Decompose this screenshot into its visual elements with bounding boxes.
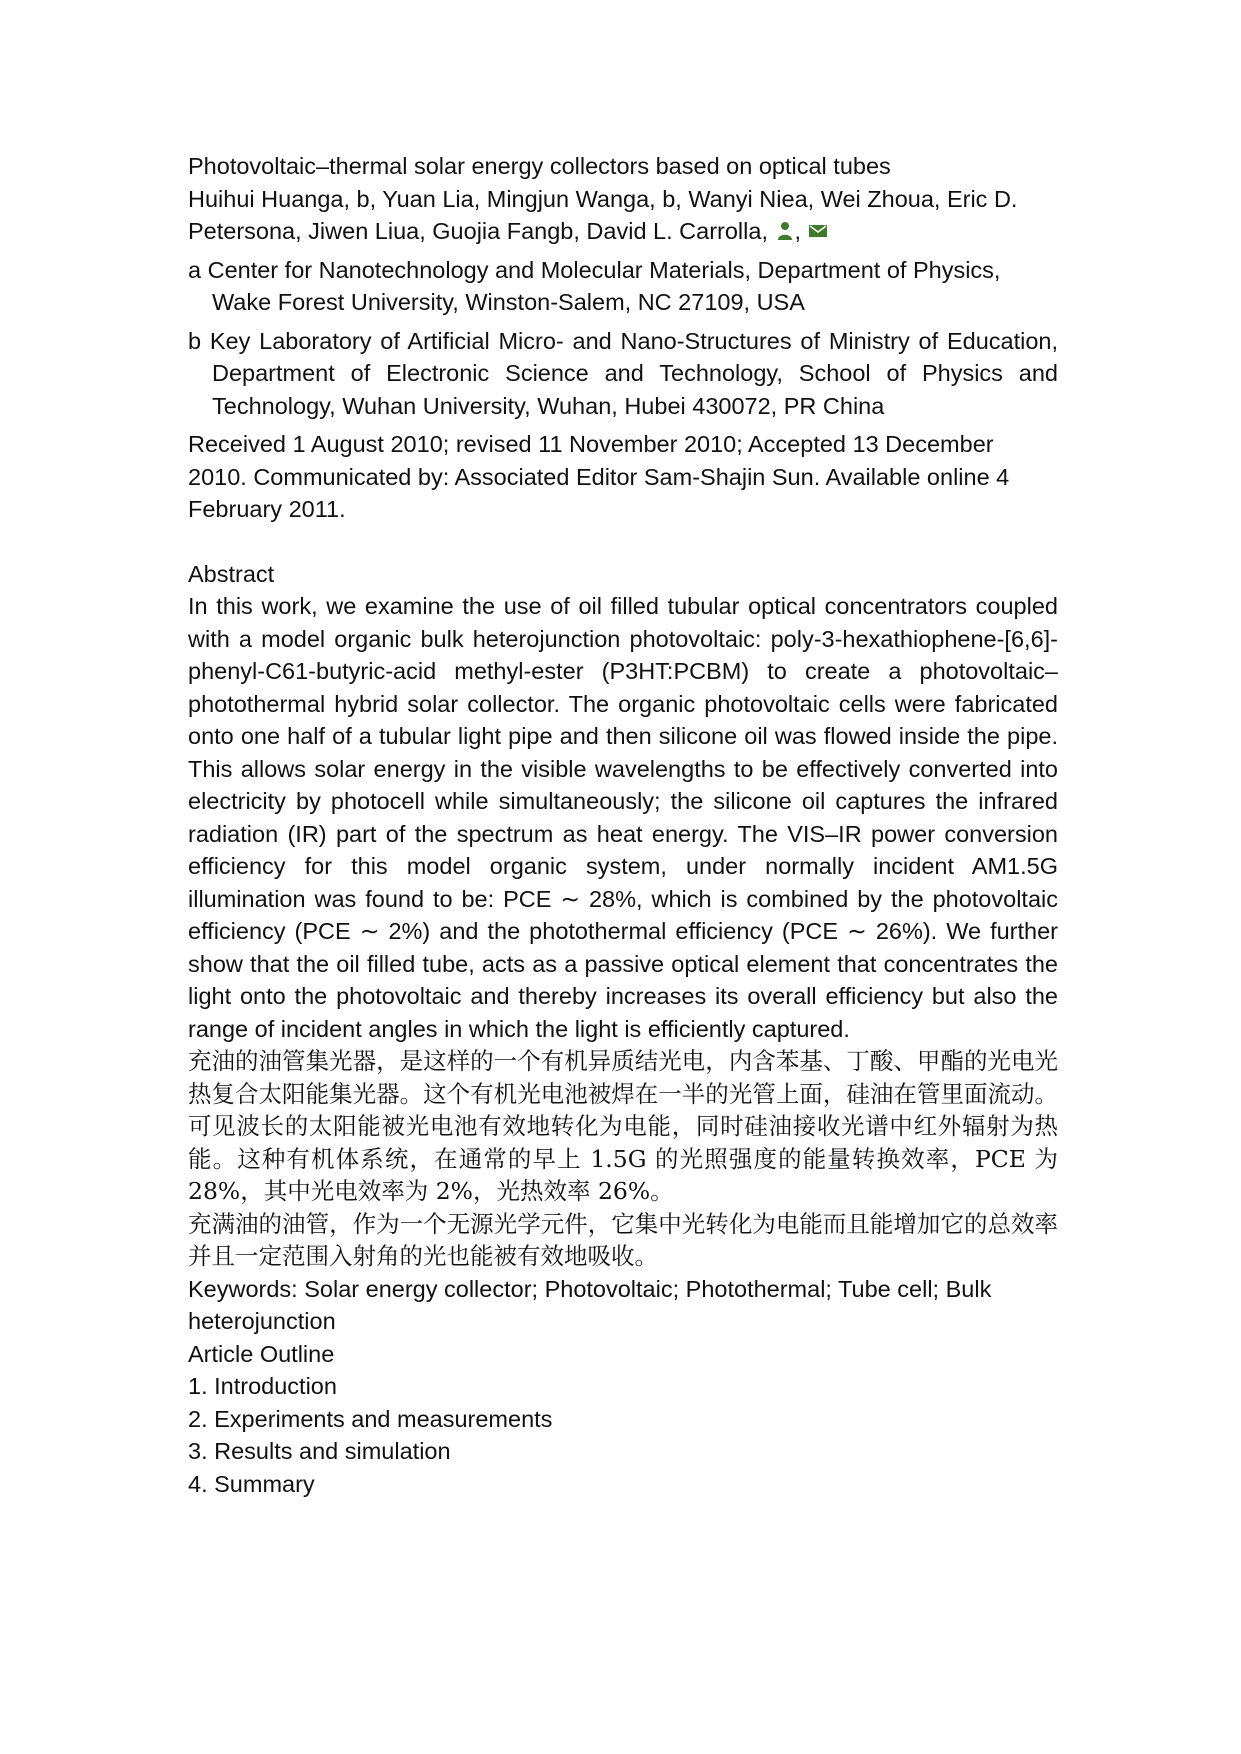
received-dates: Received 1 August 2010; revised 11 November 2010; Accepted 13 December 2010. Communicated by: Associated Editor Sam-Shajin Sun. Available online 4 February 2011. — [188, 431, 1010, 522]
abstract-heading: Abstract — [188, 560, 275, 587]
article-outline — [188, 1370, 1058, 1500]
outline-item-introduction[interactable]: 1. Introduction — [188, 1373, 337, 1399]
outline-heading: Article Outline — [188, 1340, 335, 1367]
document-page — [188, 150, 1058, 1500]
author-names: Huihui Huanga, b, Yuan Lia, Mingjun Wanga, b, Wanyi Niea, Wei Zhoua, Eric D. Petersona, Jiwen Liua, Guojia Fangb, David L. Carrolla, — [188, 185, 1018, 244]
outline-item-experiments[interactable]: 2. Experiments and measurements — [188, 1405, 553, 1432]
abstract-english: In this work, we examine the use of oil filled tubular optical concentrators coupled with a model organic bulk heterojunction photovoltaic: poly-3-hexathiophene-[6,6]-phenyl-C61-butyric-acid methyl-ester (P3HT:PCBM) to create a photovoltaic–photothermal hybrid solar collector. The organic photovoltaic cells were fabricated onto one half of a tubular light pipe and then silicone oil was flowed inside the pipe. This allows solar energy in the visible wavelengths to be effectively converted into electricity by photocell while simultaneously; the silicone oil captures the infrared radiation (IR) part of the spectrum as heat energy. The VIS–IR power conversion efficiency for this model organic system, under normally incident AM1.5G illumination was found to be: PCE ∼ 28%, which is combined by the photovoltaic efficiency (PCE ∼ 2%) and the photothermal efficiency (PCE ∼ 26%). We further show that the oil filled tube, acts as a passive optical element that concentrates the light onto the photovoltaic and thereby increases its overall efficiency but also the range of incident angles in which the light is efficiently captured. — [188, 593, 1058, 1042]
person-icon[interactable] — [775, 217, 795, 237]
author-list — [188, 183, 1058, 248]
article-title: Photovoltaic–thermal solar energy collectors based on optical tubes — [188, 153, 891, 179]
author-separator: , — [794, 218, 802, 244]
abstract-chinese-1: 充油的油管集光器，是这样的一个有机异质结光电，内含苯基、丁酸、甲酯的光电光热复合太阳能集光器。这个有机光电池被焊在一半的光管上面，硅油在管里面流动。可见波长的太阳能被光电池有效地转化为电能，同时硅油接收光谱中红外辐射为热能。这种有机体系统，在通常的早上 1.5G 的光照强度的能量转换效率，PCE 为 28%，其中光电效率为 2%，光热效率 26%。 — [188, 1047, 1058, 1205]
abstract-chinese-2: 充满油的油管，作为一个无源光学元件，它集中光转化为电能而且能增加它的总效率并且一定范围入射角的光也能被有效地吸收。 — [188, 1209, 1058, 1270]
affiliation-a: a Center for Nanotechnology and Molecular Materials, Department of Physics, Wake Forest University, Winston-Salem, NC 27109, USA — [188, 256, 1001, 315]
section-spacer — [188, 526, 1058, 558]
affiliation-b: b Key Laboratory of Artificial Micro- and Nano-Structures of Ministry of Education, Department of Electronic Science and Technology, School of Physics and Technology, Wuhan University, Wuhan, Hubei 430072, PR China — [188, 327, 1058, 419]
keywords: Keywords: Solar energy collector; Photovoltaic; Photothermal; Tube cell; Bulk heterojunction — [188, 1275, 992, 1334]
outline-item-results[interactable]: 3. Results and simulation — [188, 1438, 451, 1464]
envelope-icon[interactable] — [808, 217, 828, 237]
outline-item-summary[interactable]: 4. Summary — [188, 1470, 315, 1497]
